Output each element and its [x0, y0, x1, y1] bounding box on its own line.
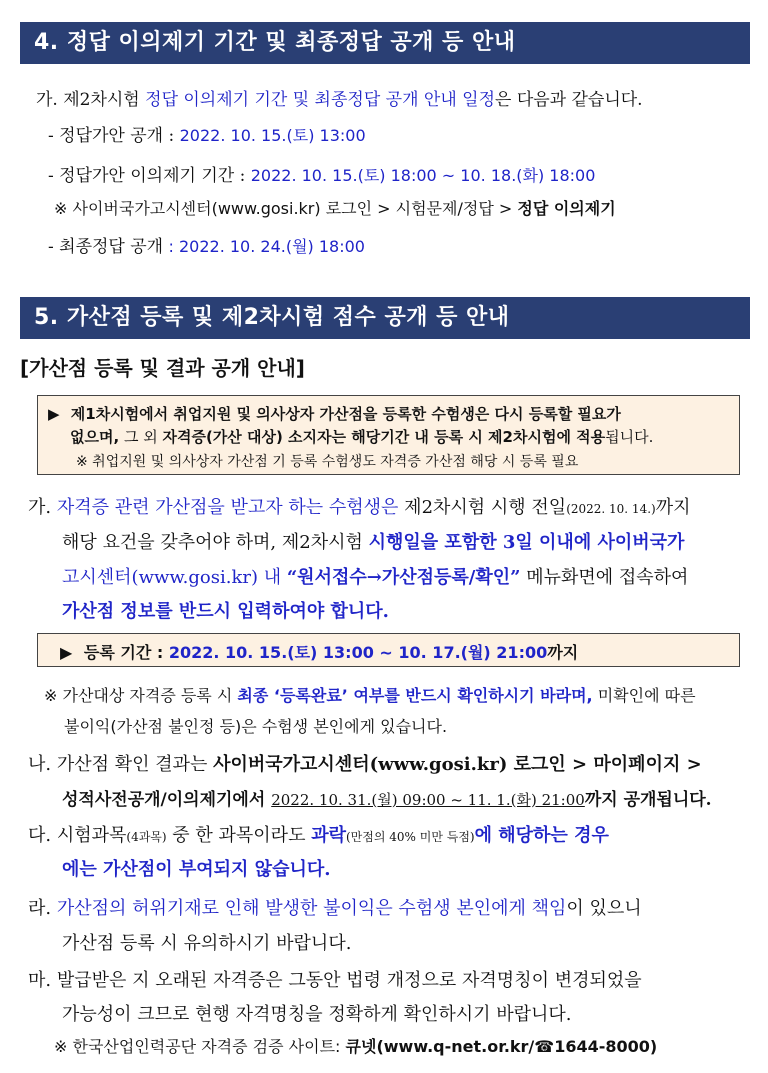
section-5-header: 5. 가산점 등록 및 제2차시험 점수 공개 등 안내	[20, 297, 750, 339]
schedule-item-final-answer: - 최종정답 공개 : 2022. 10. 24.(월) 18:00	[48, 237, 365, 257]
para-ga-line-3: 고시센터(www.gosi.kr) 내 “원서접수→가산점등록/확인” 메뉴화면에 접속하여	[62, 567, 689, 588]
para-ra-line-2: 가산점 등록 시 유의하시기 바랍니다.	[62, 933, 352, 954]
para-ga-line-4: 가산점 정보를 반드시 입력하여야 합니다.	[62, 601, 389, 622]
bonus-notice-box	[37, 395, 740, 475]
warn-line-2: 불이익(가산점 불인정 등)은 수험생 본인에게 있습니다.	[64, 717, 448, 736]
notice-line-1: ▶ 제1차시험에서 취업지원 및 의사상자 가산점을 등록한 수험생은 다시 등록할 필요가	[48, 405, 621, 423]
schedule-item-answer-draft: - 정답가안 공개 : 2022. 10. 15.(토) 13:00	[48, 126, 366, 146]
para-na-line-2: 성적사전공개/이의제기에서 2022. 10. 31.(월) 09:00 ~ 11. 1.(화) 21:00까지 공개됩니다.	[62, 790, 712, 810]
warn-line-1: ※ 가산대상 자격증 등록 시 최종 ‘등록완료’ 여부를 반드시 확인하시기 바라며, 미확인에 따른	[44, 686, 696, 705]
para-ma-line-1: 마. 발급받은 지 오래된 자격증은 그동안 법령 개정으로 자격명칭이 변경되었을	[28, 970, 642, 991]
section-4-intro: 가. 제2차시험 정답 이의제기 기간 및 최종정답 공개 안내 일정은 다음과 같습니다.	[36, 90, 643, 110]
qnet-note: ※ 한국산업인력공단 자격증 검증 사이트: 큐넷(www.q-net.or.kr/☎1644-8000)	[54, 1037, 658, 1056]
para-ga-line-2: 해당 요건을 갖추어야 하며, 제2차시험 시행일을 포함한 3일 이내에 사이버국가	[62, 532, 685, 553]
arrow-icon: ▶	[48, 405, 60, 423]
objection-note: ※ 사이버국가고시센터(www.gosi.kr) 로그인 > 시험문제/정답 > 정답 이의제기	[54, 199, 616, 218]
arrow-icon: ▶	[60, 643, 73, 662]
notice-footnote: ※ 취업지원 및 의사상자 가산점 기 등록 수험생도 자격증 가산점 해당 시 등록 필요	[76, 454, 579, 470]
para-ga-line-1: 가. 자격증 관련 가산점을 받고자 하는 수험생은 제2차시험 시행 전일(2022. 10. 14.)까지	[28, 497, 691, 518]
para-da-line-1: 다. 시험과목(4과목) 중 한 과목이라도 과락(만점의 40% 미만 득점)에 해당하는 경우	[28, 825, 609, 846]
registration-period: ▶ 등록 기간 : 2022. 10. 15.(토) 13:00 ~ 10. 17.(월) 21:00까지	[60, 643, 579, 662]
para-na-line-1: 나. 가산점 확인 결과는 사이버국가고시센터(www.gosi.kr) 로그인 > 마이페이지 >	[28, 754, 702, 775]
section-4-header: 4. 정답 이의제기 기간 및 최종정답 공개 등 안내	[20, 22, 750, 64]
para-da-line-2: 에는 가산점이 부여되지 않습니다.	[62, 859, 331, 880]
schedule-item-objection-period: - 정답가안 이의제기 기간 : 2022. 10. 15.(토) 18:00 ~ 10. 18.(화) 18:00	[48, 166, 596, 186]
bonus-subtitle: [가산점 등록 및 결과 공개 안내]	[20, 356, 305, 380]
registration-period-box	[37, 633, 740, 667]
para-ma-line-2: 가능성이 크므로 현행 자격명칭을 정확하게 확인하시기 바랍니다.	[62, 1004, 572, 1025]
para-ra-line-1: 라. 가산점의 허위기재로 인해 발생한 불이익은 수험생 본인에게 책임이 있으니	[28, 898, 642, 919]
notice-line-2: 없으며, 그 외 자격증(가산 대상) 소지자는 해당기간 내 등록 시 제2차시험에 적용됩니다.	[70, 428, 654, 446]
